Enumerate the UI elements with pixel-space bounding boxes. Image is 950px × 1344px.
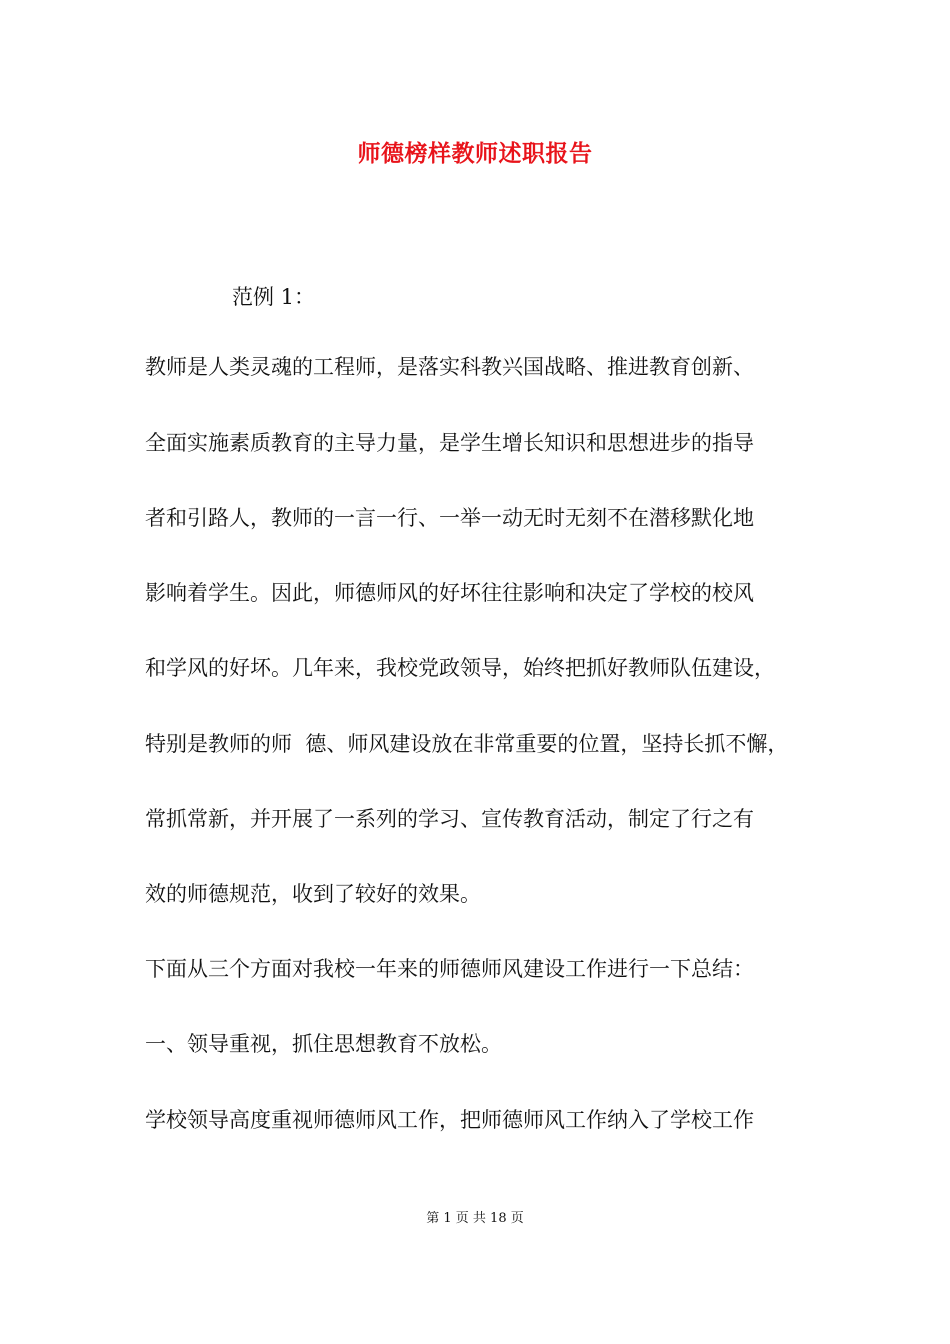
body-line: 教师是人类灵魂的工程师，是落实科教兴国战略、推进教育创新、 [145, 355, 754, 379]
body-line: 学校领导高度重视师德师风工作，把师德师风工作纳入了学校工作 [145, 1108, 754, 1132]
body-line: 全面实施素质教育的主导力量，是学生增长知识和思想进步的指导 [145, 431, 754, 455]
body-line: 影响着学生。因此，师德师风的好坏往往影响和决定了学校的校风 [145, 581, 754, 605]
document-title: 师德榜样教师述职报告 [357, 140, 593, 167]
body-line: 下面从三个方面对我校一年来的师德师风建设工作进行一下总结： [145, 957, 754, 981]
body-line: 者和引路人，教师的一言一行、一举一动无时无刻不在潜移默化地 [145, 506, 754, 530]
example-label: 范例 1： [232, 285, 316, 309]
body-line: 效的师德规范，收到了较好的效果。 [145, 882, 481, 906]
section-heading: 一、领导重视，抓住思想教育不放松。 [145, 1032, 502, 1056]
body-line: 和学风的好坏。几年来，我校党政领导，始终把抓好教师队伍建设， [145, 656, 775, 680]
page-indicator: 第 1 页 共 18 页 [426, 1211, 524, 1226]
body-line: 常抓常新，并开展了一系列的学习、宣传教育活动，制定了行之有 [145, 807, 754, 831]
body-line: 特别是教师的师 德、师风建设放在非常重要的位置，坚持长抓不懈， [145, 732, 789, 756]
